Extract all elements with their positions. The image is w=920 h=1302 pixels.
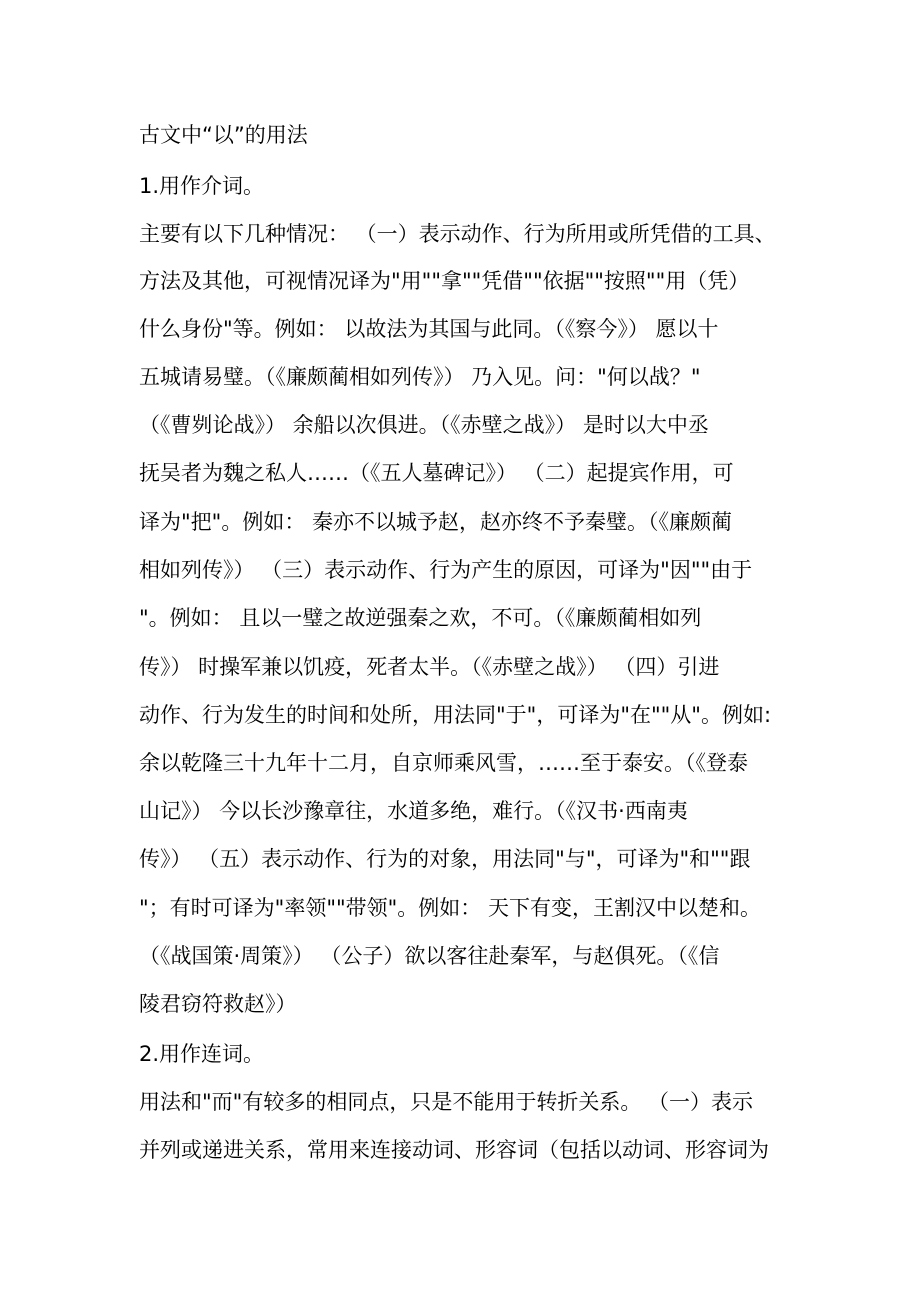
section-heading: 2.用作连词。 xyxy=(139,1042,265,1066)
section-heading: 1.用作介词。 xyxy=(139,174,265,198)
paragraph-line: 抚吴者为魏之私人……（《五人墓碑记》） （二）起提宾作用，可 xyxy=(139,461,734,485)
paragraph-line: 陵君窃符救赵》） xyxy=(139,992,297,1016)
paragraph-line: 动作、行为发生的时间和处所，用法同"于"，可译为"在""从"。例如: xyxy=(139,703,772,727)
paragraph-line: 相如列传》） （三）表示动作、行为产生的原因，可译为"因""由于 xyxy=(139,558,753,582)
paragraph-line: 传》） 时操军兼以饥疫，死者太半。（《赤壁之战》） （四）引进 xyxy=(139,655,720,679)
paragraph-line: 山记》） 今以长沙豫章往，水道多绝，难行。（《汉书·西南夷 xyxy=(139,799,688,823)
paragraph-line: 并列或递进关系，常用来连接动词、形容词（包括以动词、形容词为 xyxy=(139,1138,769,1162)
paragraph-line: 传》） （五）表示动作、行为的对象，用法同"与"，可译为"和""跟 xyxy=(139,847,751,871)
paragraph-line: 方法及其他，可视情况译为"用""拿""凭借""依据""按照""用（凭） xyxy=(139,269,750,293)
document-title: 古文中“以”的用法 xyxy=(139,123,308,147)
paragraph-line: 主要有以下几种情况： （一）表示动作、行为所用或所凭借的工具、 xyxy=(139,222,776,246)
paragraph-line: 五城请易璧。（《廉颇蔺相如列传》） 乃入见。问："何以战？" xyxy=(139,365,701,389)
paragraph-line: （《战国策·周策》） （公子）欲以客往赴秦军，与赵俱死。（《信 xyxy=(139,944,720,968)
paragraph-line: 余以乾隆三十九年十二月，自京师乘风雪，……至于泰安。（《登泰 xyxy=(139,751,748,775)
paragraph-line: 用法和"而"有较多的相同点，只是不能用于转折关系。 （一）表示 xyxy=(139,1090,753,1114)
paragraph-line: "；有时可译为"率领""带领"。例如： 天下有变，王割汉中以楚和。 xyxy=(139,896,761,920)
paragraph-line: 什么身份"等。例如： 以故法为其国与此同。（《察今》） 愿以十 xyxy=(139,317,719,341)
paragraph-line: （《曹刿论战》） 余船以次俱进。（《赤壁之战》） 是时以大中丞 xyxy=(139,413,709,437)
paragraph-line: 译为"把"。例如： 秦亦不以城予赵，赵亦终不予秦璧。（《廉颇蔺 xyxy=(139,510,732,534)
paragraph-line: "。例如： 且以一璧之故逆强秦之欢，不可。（《廉颇蔺相如列 xyxy=(139,606,702,630)
